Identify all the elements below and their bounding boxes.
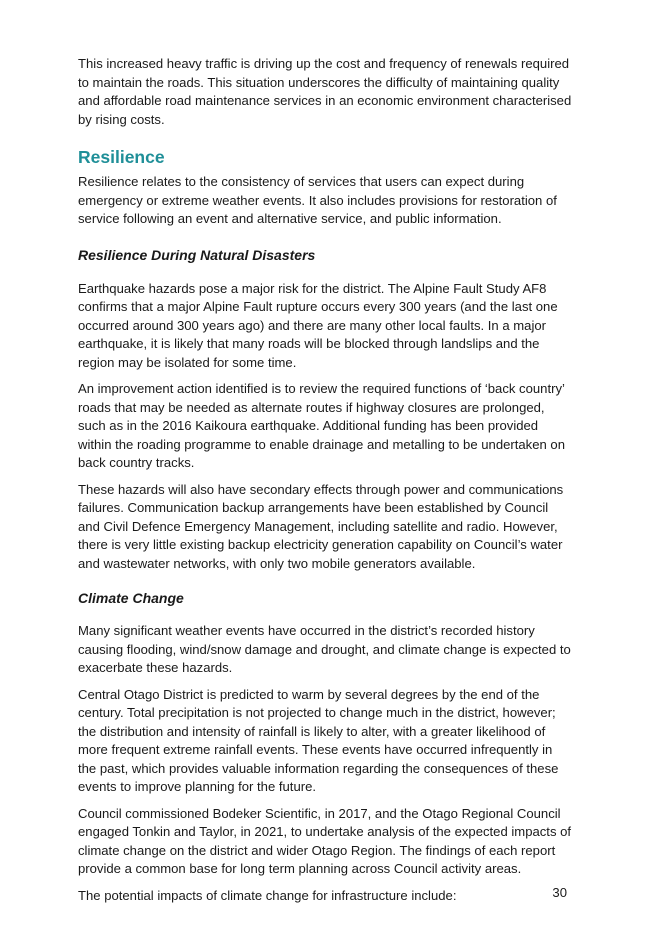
subheading-climate-change: Climate Change: [78, 590, 184, 606]
paragraph-heavy-traffic: This increased heavy traffic is driving up the cost and frequency of renewals required to maintain the roads. This situation underscores the difficulty of maintaining quality and affordable road maintenance services in an economic environment characterised by rising costs.: [78, 56, 572, 127]
subheading-natural-disasters: Resilience During Natural Disasters: [78, 246, 316, 263]
page-number: 30: [552, 885, 567, 900]
section-heading-resilience: Resilience: [78, 147, 165, 167]
paragraph-potential-impacts: The potential impacts of climate change for infrastructure include:: [78, 887, 457, 903]
paragraph-secondary-effects: These hazards will also have secondary effects through power and communications failures. Communication backup arrangements have been established by Council and Civil Defence Emergency Management, including satellite and radio. However, there is very little existing backup electricity generation capability on Council’s water and wastewater networks, with only two mobile generators available.: [78, 481, 564, 571]
document-page: [78, 55, 572, 905]
paragraph-improvement-action: An improvement action identified is to review the required functions of ‘back country’ roads that may be needed as alternate routes if highway closures are prolonged, such as in the 2016 Kaikoura earthquake. Additional funding has been provided within the roading programme to enable drainage and metalling to be undertaken on back country tracks.: [78, 381, 565, 470]
paragraph-resilience-definition: Resilience relates to the consistency of services that users can expect during emergency or extreme weather events. It also includes provisions for restoration of service following an event and alternative service, and public information.: [78, 174, 557, 226]
paragraph-earthquake-hazards: Earthquake hazards pose a major risk for the district. The Alpine Fault Study AF8 confirms that a major Alpine Fault rupture occurs every 300 years (and the last one occurred around 300 years ago) and there are many other local faults. In a major earthquake, it is likely that many roads will be blocked through landslips and the region may be isolated for some time.: [78, 280, 558, 370]
paragraph-warming-prediction: Central Otago District is predicted to warm by several degrees by the end of the century. Total precipitation is not projected to change much in the district, however; the distribution and intensity of rainfall is likely to alter, with a greater likelihood of more frequent extreme rainfall events. These events have occurred infrequently in the past, which provides valuable information regarding the consequences of these events to improve planning for the future.: [78, 686, 559, 794]
paragraph-bodeker-analysis: Council commissioned Bodeker Scientific, in 2017, and the Otago Regional Council engaged Tonkin and Taylor, in 2021, to undertake analysis of the expected impacts of climate change on the district and wider Otago Region. The findings of each report provide a common base for long term planning across Council activity areas.: [78, 805, 572, 876]
paragraph-weather-events: Many significant weather events have occurred in the district’s recorded history causing flooding, wind/snow damage and drought, and climate change is expected to exacerbate these hazards.: [78, 623, 571, 675]
